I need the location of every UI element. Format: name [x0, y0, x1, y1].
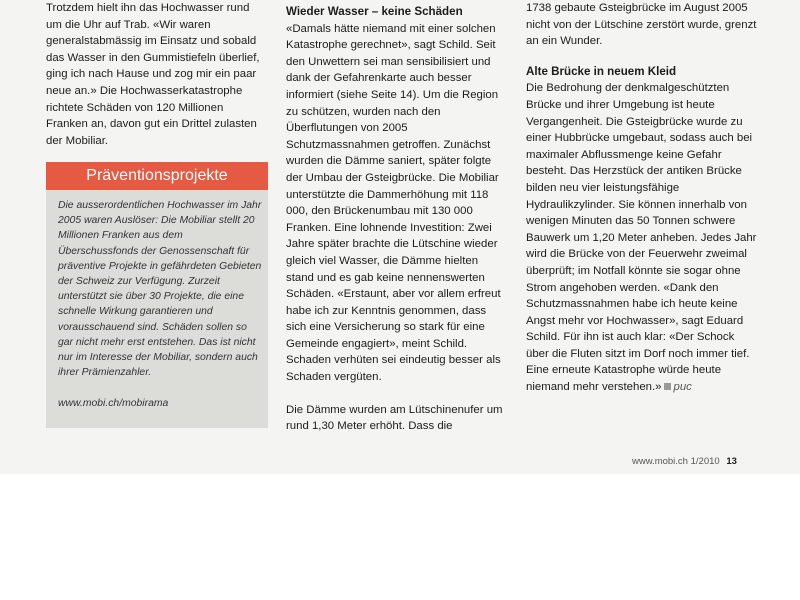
- water-paragraph: «Damals hätte niemand mit einer solchen Katastrophe gerechnet», sagt Schild. Seit den Unwettern sei man sensibilisiert und dank der Gefahrenkarte auch besser informiert (siehe Seite 14). Um die Region zu schützen, wurden nach den Überflutungen von 2005 Schutzmassnahmen getroffen. Zunächst wurden die Dämme saniert, später folgte der Umbau der Gsteigbrücke. Die Mobiliar unterstützte die Dammerhöhung mit 118 000, den Brückenumbau mit 130 000 Franken. Eine lohnende Investition: Zwei Jahre später brachte die Lütschine wieder gleich viel Wasser, die Dämme hielten stand und es gab keine nennenswerten Schäden. «Erstaunt, aber vor allem erfreut habe ich zur Kenntnis genommen, dass sich eine Versicherung so stark für eine Gemeinde engagiert», meint Schild. Schaden verhüten sei eindeutig besser als Schaden vergüten.: [286, 22, 501, 384]
- intro-paragraph: Trotzdem hielt ihn das Hochwasser rund um die Uhr auf Trab. «Wir waren generalstabmässig im Einsatz und sobald das Wasser in den Gummistiefeln überlief, ging ich nach Hause und zog mir ein paar neue an.» Die Hochwasserkatastrophe richtete Schäden von 120 Millionen Franken an, davon gut ein Drittel zulasten der Mobiliar.: [46, 2, 260, 147]
- column-right: [526, 0, 758, 396]
- bridge-text: Die Bedrohung der denkmalgeschützten Brücke und ihrer Umgebung ist heute Vergangenheit. Die Gsteigbrücke wurde zu einer Hubbrücke umgebaut, sodass auch bei maximaler Abflussmenge keine Gefahr besteht. Das Herzstück der antiken Brücke bilden neu vier leistungsfähige Hydraulikzylinder. Sie können innerhalb von wenigen Minuten das 50 Tonnen schwere Bauwerk um 1,20 Meter anheben. Jedes Jahr wird die Brücke von der Feuerwehr zweimal überprüft; im Notfall könnte sie sogar ohne Strom angehoben werden. «Dank den Schutzmassnahmen habe ich heute keine Angst mehr vor Hochwasser», sagt Eduard Schild. Für ihn ist auch klar: «Der Schock über die Fluten sitzt im Dorf noch immer tief. Eine erneute Katastrophe würde heute niemand mehr verstehen.»: [526, 82, 757, 394]
- section-heading-water: Wieder Wasser – keine Schäden: [286, 5, 463, 18]
- bridge-intro-paragraph: 1738 gebaute Gsteigbrücke im August 2005 nicht von der Lütschine zerstört wurde, grenzt an ein Wunder.: [526, 2, 757, 48]
- page-number: 13: [726, 456, 737, 467]
- prevention-box-title: Präventionsprojekte: [46, 162, 268, 190]
- prevention-box-text: Die ausserordentlichen Hochwasser im Jahr 2005 waren Auslöser: Die Mobiliar stellt 20 Millionen Franken aus dem Überschussfonds der Genossenschaft für präventive Projekte in gefährdeten Gebieten der Schweiz zur Verfügung. Zurzeit unterstützt sie über 30 Projekte, die eine schnelle Wirkung garantieren und vorausschauend sind. Schäden sollen so gar nicht mehr erst entstehen. Das ist nicht nur im Interesse der Mobiliar, sondern auch ihrer Prämienzahler.: [58, 200, 262, 379]
- section-heading-bridge: Alte Brücke in neuem Kleid: [526, 64, 677, 78]
- end-mark-icon: [664, 383, 671, 390]
- footer-issue: 1/2010: [690, 456, 720, 467]
- column-left: [46, 0, 268, 149]
- bridge-paragraph: [526, 80, 758, 395]
- prevention-box-body: [58, 198, 262, 380]
- footer-site[interactable]: www.mobi.ch: [632, 456, 688, 467]
- mobirama-link[interactable]: www.mobi.ch/mobirama: [58, 398, 169, 409]
- page-footer: [632, 456, 737, 467]
- dam-paragraph: Die Dämme wurden am Lütschinenufer um rund 1,30 Meter erhöht. Dass die: [286, 403, 503, 433]
- column-middle: [286, 4, 508, 435]
- author-signature: puc: [673, 381, 692, 394]
